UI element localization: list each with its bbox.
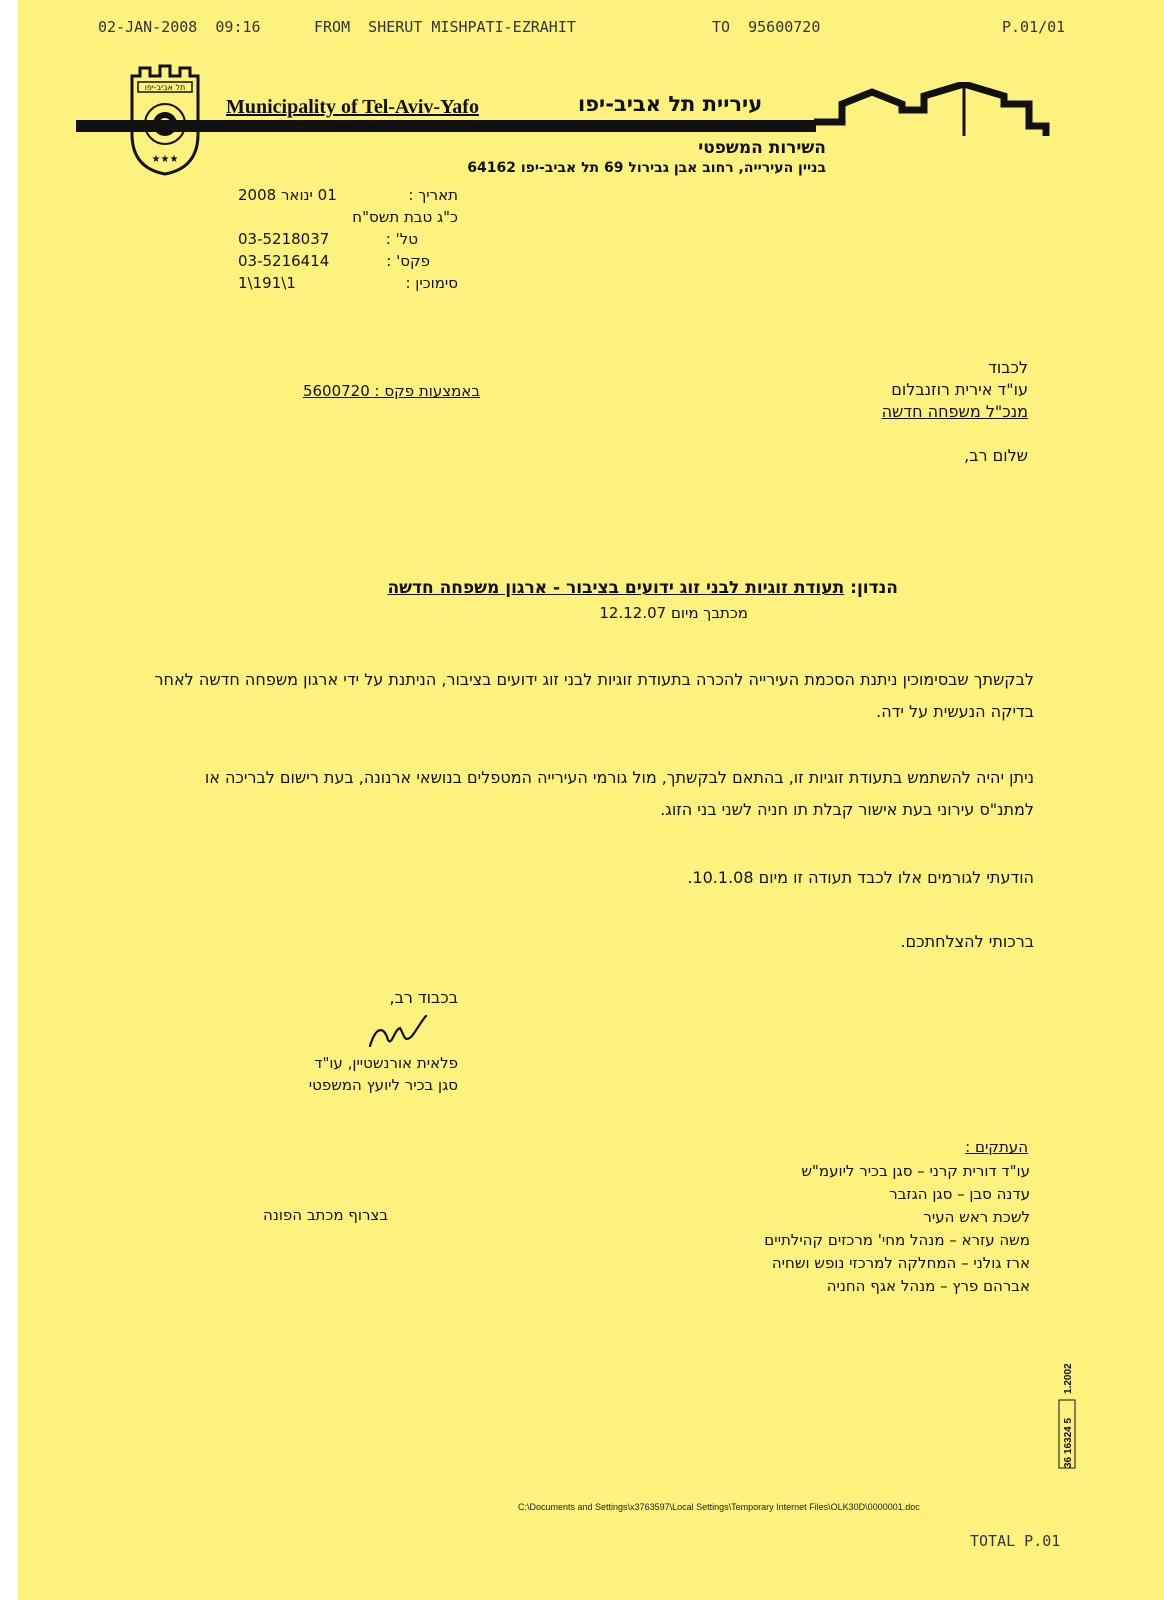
subject-text: תעודת זוגיות לבני זוג ידועים בציבור - ארגון משפחה חדשה bbox=[387, 578, 845, 598]
list-item: עו"ד דורית קרני – סגן בכיר ליועמ"ש bbox=[801, 1162, 1030, 1180]
list-item: משה עזרא – מנהל מחי' מרכזים קהילתיים bbox=[764, 1231, 1030, 1249]
file-path: C:\Documents and Settings\x3763597\Local Settings\Temporary Internet Files\OLK30D\0000001.doc bbox=[518, 1502, 920, 1512]
handwritten-signature bbox=[366, 1012, 436, 1052]
info-reference-row bbox=[238, 274, 458, 296]
info-hebrew-date-row bbox=[238, 208, 458, 230]
subject-label: הנדון: bbox=[850, 578, 898, 598]
fax-page bbox=[18, 0, 1164, 1600]
recipient-title: מנכ"ל משפחה חדשה bbox=[881, 402, 1028, 421]
info-fax-row bbox=[238, 252, 458, 274]
info-phone-row bbox=[238, 230, 458, 252]
recipient-name: עו"ד אירית רוזנבלום bbox=[891, 380, 1028, 399]
info-reference-label: סימוכין : bbox=[405, 274, 458, 292]
body-paragraph-3: הודעתי לגורמים אלו לכבד תעודה זו מיום 10.1.08. bbox=[687, 868, 1034, 887]
fax-page-number: P.01/01 bbox=[1002, 18, 1066, 36]
info-phone-value: 03-5218037 bbox=[238, 230, 330, 248]
info-date-value: 01 ינואר 2008 bbox=[238, 186, 337, 204]
info-reference-value: 1\191\1 bbox=[238, 274, 296, 292]
info-phone-label: טל' : bbox=[385, 230, 418, 248]
info-fax-label: פקס' : bbox=[386, 252, 430, 270]
info-date-row bbox=[238, 186, 458, 208]
signer-title: סגן בכיר ליועץ המשפטי bbox=[308, 1076, 458, 1094]
recipient-salutation: לכבוד bbox=[988, 358, 1028, 377]
attachment-note: בצרוף מכתב הפונה bbox=[263, 1206, 388, 1224]
list-item: ארז גולני – המחלקה למרכזי נופש ושחיה bbox=[771, 1254, 1030, 1272]
greeting: שלום רב, bbox=[964, 446, 1028, 465]
department-name: השירות המשפטי bbox=[698, 138, 826, 158]
municipality-name-english: Municipality of Tel-Aviv-Yafo bbox=[226, 96, 479, 118]
body-paragraph-1: לבקשתך שבסימוכין ניתנת הסכמת העירייה להכרה בתעודת זוגיות לבני זוג ידועים בציבור, הניתנת על ידי ארגון משפחה חדשה לאחר בדיקה הנעשית על ידה. bbox=[154, 670, 1034, 721]
city-skyline-icon bbox=[814, 82, 1054, 136]
subject-reference: מכתבך מיום 12.12.07 bbox=[599, 604, 748, 622]
fax-total-pages: TOTAL P.01 bbox=[970, 1532, 1061, 1550]
body-paragraph-4: ברכותי להצלחתכם. bbox=[900, 932, 1034, 951]
letterhead-rule bbox=[76, 120, 816, 132]
info-date-label: תאריך : bbox=[408, 186, 458, 204]
crest-text: תל אביב-יפו bbox=[144, 83, 186, 92]
copies-heading: העתקים : bbox=[965, 1138, 1028, 1156]
department-address: בניין העירייה, רחוב אבן גבירול 69 תל אביב-יפו 64162 bbox=[467, 160, 826, 176]
svg-text:★★★: ★★★ bbox=[151, 154, 179, 165]
list-item: עדנה סבן – סגן הגזבר bbox=[889, 1185, 1030, 1203]
fax-from: FROM SHERUT MISHPATI-EZRAHIT bbox=[314, 18, 576, 36]
list-item: אברהם פרץ – מנהל אגף החניה bbox=[826, 1277, 1030, 1295]
closing: בכבוד רב, bbox=[389, 988, 458, 1007]
via-fax-line: באמצעות פקס : 5600720 bbox=[302, 382, 480, 400]
body-paragraph-2: ניתן יהיה להשתמש בתעודת זוגיות זו, בהתאם לבקשתך, מול גורמי העירייה המטפלים בנושאי ארנונה, בעת רישום לבריכה או למתנ"ס עירוני בעת אישור קבלת תו חניה לשני בני הזוג. bbox=[204, 768, 1034, 819]
form-version: 1.2002 bbox=[1063, 1363, 1074, 1394]
copies-list bbox=[764, 1160, 1030, 1298]
subject-line bbox=[218, 578, 898, 598]
info-fax-value: 03-5216414 bbox=[238, 252, 330, 270]
form-code: 36 16324 5 bbox=[1063, 1417, 1074, 1468]
fax-datetime: 02-JAN-2008 09:16 bbox=[98, 18, 261, 36]
municipality-name-hebrew: עיריית תל אביב-יפו bbox=[578, 92, 763, 116]
signer-name: פלאית אורנשטיין, עו"ד bbox=[314, 1054, 458, 1072]
list-item: לשכת ראש העיר bbox=[923, 1208, 1030, 1226]
info-hebrew-date: כ"ג טבת תשס"ח bbox=[352, 208, 458, 226]
form-code-vertical bbox=[1058, 1360, 1076, 1470]
fax-to: TO 95600720 bbox=[712, 18, 821, 36]
